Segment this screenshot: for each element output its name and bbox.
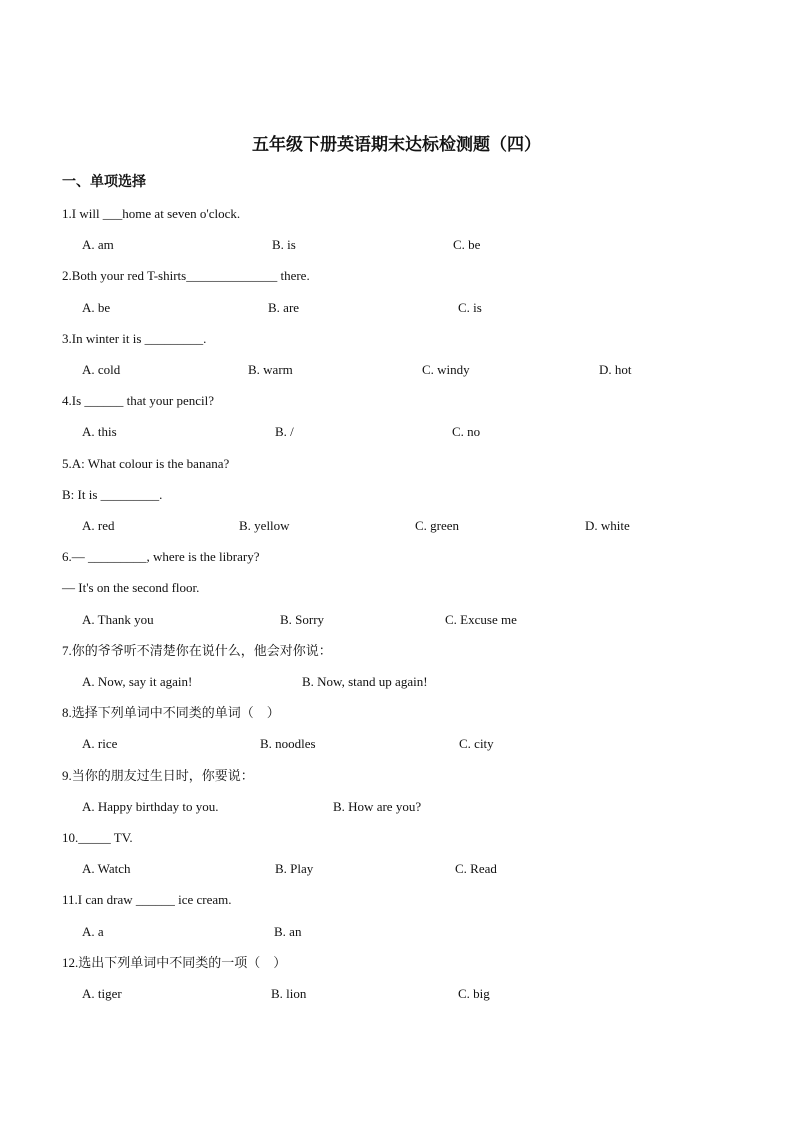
answer-option: B. / (275, 424, 294, 439)
answer-option: C. green (415, 518, 460, 533)
answer-option: C. no (452, 424, 481, 439)
answer-option: A. a (82, 924, 104, 939)
question-stem: 4.Is ______ that your pencil? (62, 393, 214, 408)
answer-option: C. Read (455, 861, 497, 876)
answer-option: D. white (585, 518, 630, 533)
question-stem: — It's on the second floor. (62, 580, 200, 595)
question-stem: 12.选出下列单词中不同类的一项（ ） (62, 955, 287, 970)
answer-option: B. are (268, 300, 300, 315)
answer-option: B. is (272, 237, 296, 252)
answer-option: B. warm (248, 362, 293, 377)
answer-option: B. Play (275, 861, 314, 876)
document-title: 五年级下册英语期末达标检测题（四） (252, 135, 541, 155)
section-heading: 一、单项选择 (62, 174, 146, 190)
answer-option: C. windy (422, 362, 470, 377)
question-stem: 3.In winter it is _________. (62, 331, 207, 346)
answer-option: A. Happy birthday to you. (82, 799, 219, 814)
answer-option: B. an (274, 924, 302, 939)
answer-option: B. Now, stand up again! (302, 674, 428, 689)
question-stem: 11.I can draw ______ ice cream. (62, 892, 232, 907)
answer-option: C. city (459, 736, 494, 751)
answer-option: A. tiger (82, 986, 122, 1001)
answer-option: A. rice (82, 736, 118, 751)
answer-option: A. Thank you (82, 612, 154, 627)
question-stem: 9.当你的朋友过生日时，你要说： (62, 768, 254, 783)
answer-option: A. this (82, 424, 117, 439)
answer-option: A. red (82, 518, 115, 533)
question-stem: B: It is _________. (62, 487, 163, 502)
answer-option: C. big (458, 986, 490, 1001)
question-stem: 6.— _________, where is the library? (62, 549, 260, 564)
answer-option: C. Excuse me (445, 612, 517, 627)
answer-option: D. hot (599, 362, 632, 377)
answer-option: C. is (458, 300, 482, 315)
answer-option: B. noodles (260, 736, 316, 751)
answer-option: B. yellow (239, 518, 290, 533)
answer-option: B. lion (271, 986, 307, 1001)
answer-option: A. am (82, 237, 114, 252)
question-stem: 10._____ TV. (62, 830, 133, 845)
answer-option: B. How are you? (333, 799, 422, 814)
question-stem: 2.Both your red T-shirts______________ there. (62, 268, 310, 283)
question-stem: 8.选择下列单词中不同类的单词（ ） (62, 705, 280, 720)
question-stem: 1.I will ___home at seven o'clock. (62, 206, 241, 221)
answer-option: A. Now, say it again! (82, 674, 193, 689)
question-stem: 7.你的爷爷听不清楚你在说什么，他会对你说： (62, 643, 332, 658)
answer-option: C. be (453, 237, 481, 252)
answer-option: A. be (82, 300, 111, 315)
answer-option: A. cold (82, 362, 121, 377)
question-stem: 5.A: What colour is the banana? (62, 456, 230, 471)
answer-option: B. Sorry (280, 612, 325, 627)
answer-option: A. Watch (82, 861, 131, 876)
